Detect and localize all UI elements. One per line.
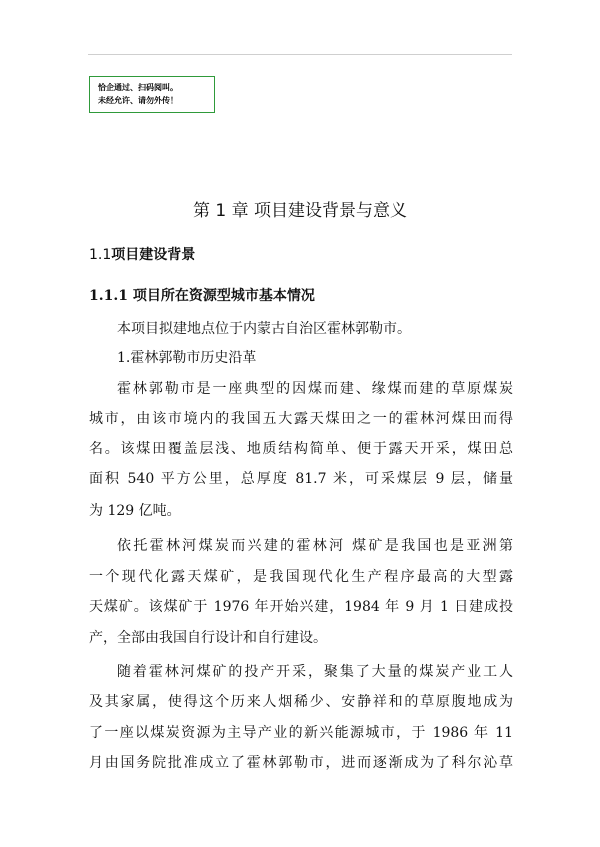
para1-line: 为 129 亿吨。	[89, 503, 181, 519]
para3-line: 及其家属，使得这个历来人烟稀少、安静祥和的草原腹地成为	[89, 694, 513, 710]
para2-line: 产，全部由我国自行设计和自行建设。	[89, 630, 327, 646]
para2-line: 一个现代化露天煤矿，是我国现代化生产程序最高的大型露	[89, 569, 513, 585]
para1-line: 霍林郭勒市是一座典型的因煤而建、缘煤而建的草原煤炭	[117, 381, 513, 397]
para3-line: 了一座以煤炭资源为主导产业的新兴能源城市，于 1986 年 11	[89, 725, 513, 741]
para1-line: 城市，由该市境内的我国五大露天煤田之一的霍林河煤田而得	[89, 411, 513, 427]
para1-line: 名。该煤田覆盖层浅、地质结构简单、便于露天开采，煤田总	[89, 441, 513, 457]
para2-line: 天煤矿。该煤矿于 1976 年开始兴建，1984 年 9 月 1 日建成投	[89, 599, 513, 615]
para2-line: 依托霍林河煤炭而兴建的霍林河 煤矿是我国也是亚洲第	[117, 538, 513, 554]
section-title: 项目建设背景	[111, 247, 196, 263]
para3-line: 月由国务院批准成立了霍林郭勒市，进而逐渐成为了科尔沁草	[89, 755, 513, 771]
header-rule	[88, 54, 512, 55]
para3-line: 随着霍林河煤矿的投产开采，聚集了大量的煤炭产业工人	[117, 664, 513, 680]
notice-stamp	[89, 76, 215, 113]
notice-line-2: 未经允许、请勿外传！	[98, 96, 178, 105]
chapter-title: 第 1 章 项目建设背景与意义	[192, 201, 408, 221]
section-heading	[89, 245, 195, 265]
notice-line-1: 恰企通过、扫码阅叫。	[98, 83, 178, 92]
section-number: 1.1	[89, 247, 112, 263]
subsection-heading: 1.1.1 项目所在资源型城市基本情况	[89, 288, 315, 304]
item-heading: 1.霍林郭勒市历史沿革	[117, 350, 257, 366]
para1-line: 面积 540 平方公里，总厚度 81.7 米，可采煤层 9 层，储量	[89, 471, 513, 487]
intro-paragraph: 本项目拟建地点位于内蒙古自治区霍林郭勒市。	[117, 321, 411, 337]
